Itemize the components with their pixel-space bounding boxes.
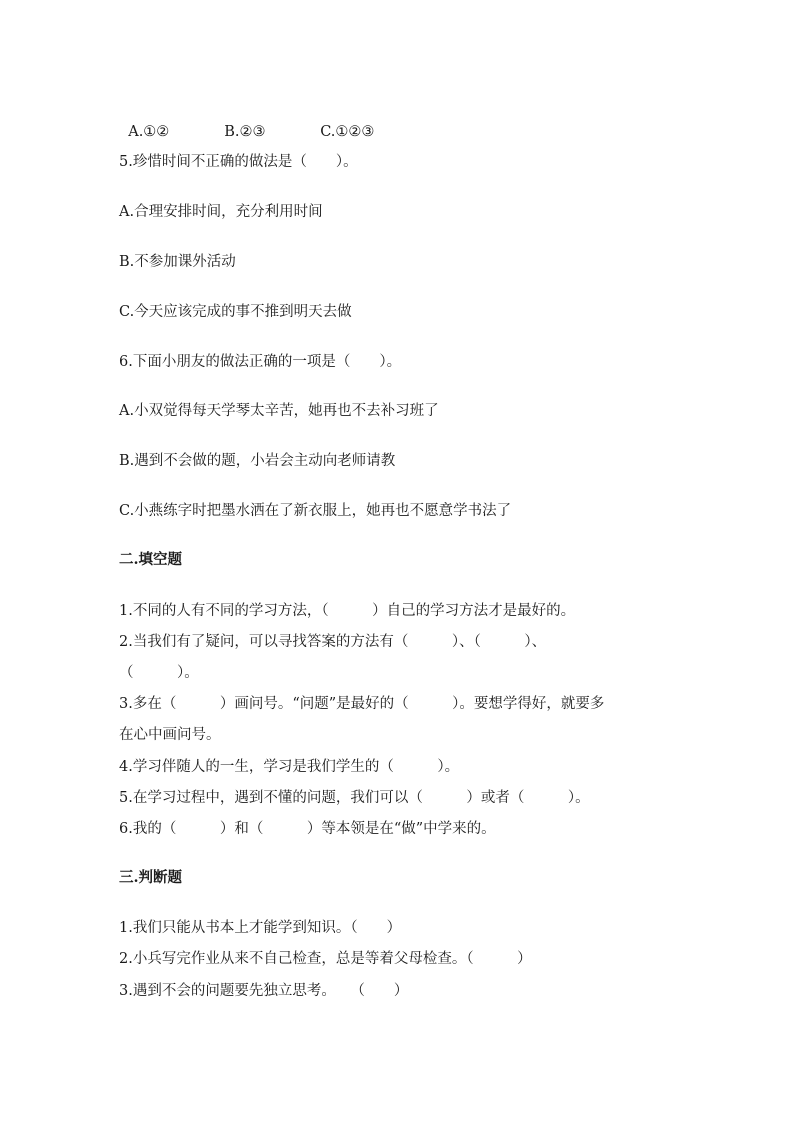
fill-item-2: 2.当我们有了疑问，可以寻找答案的方法有（ ）、（ ）、: [119, 634, 547, 650]
judgment-item-2: 2.小兵写完作业从来不自己检查，总是等着父母检查。（ ）: [119, 951, 532, 967]
q4-option-c: C.①②③: [320, 124, 375, 140]
q4-option-a: A.①②: [128, 124, 170, 140]
judgment-item-3: 3.遇到不会的问题要先独立思考。 （ ）: [119, 983, 409, 999]
q5-option-b: B.不参加课外活动: [119, 254, 236, 270]
q4-options-row: [119, 102, 374, 142]
fill-item-3: 3.多在（ ）画问号。“问题”是最好的（ ）。要想学得好，就要多: [119, 696, 605, 712]
judgment-item-1: 1.我们只能从书本上才能学到知识。（ ）: [119, 920, 402, 936]
q5-option-a: A.合理安排时间，充分利用时间: [119, 204, 323, 220]
q4-option-b: B.②③: [224, 124, 266, 140]
judgment-heading: 三.判断题: [119, 869, 183, 886]
fill-item-6: 6.我的（ ）和（ ）等本领是在“做”中学来的。: [119, 821, 496, 837]
q5-stem: 5.珍惜时间不正确的做法是（ ）。: [119, 154, 358, 170]
q6-option-c: C.小燕练字时把墨水洒在了新衣服上，她再也不愿意学书法了: [119, 503, 512, 519]
fill-item-3-cont: 在心中画问号。: [119, 727, 221, 743]
fill-item-1: 1.不同的人有不同的学习方法，（ ）自己的学习方法才是最好的。: [119, 603, 576, 619]
fill-item-5: 5.在学习过程中，遇到不懂的问题，我们可以（ ）或者（ ）。: [119, 790, 590, 806]
q5-option-c: C.今天应该完成的事不推到明天去做: [119, 304, 352, 320]
fill-item-4: 4.学习伴随人的一生，学习是我们学生的（ ）。: [119, 759, 460, 775]
q6-option-a: A.小双觉得每天学琴太辛苦，她再也不去补习班了: [119, 403, 439, 419]
fill-item-2-cont: （ ）。: [119, 665, 199, 681]
q6-stem: 6.下面小朋友的做法正确的一项是（ ）。: [119, 354, 402, 370]
q6-option-b: B.遇到不会做的题，小岩会主动向老师请教: [119, 453, 396, 469]
fill-blank-heading: 二.填空题: [119, 551, 183, 568]
